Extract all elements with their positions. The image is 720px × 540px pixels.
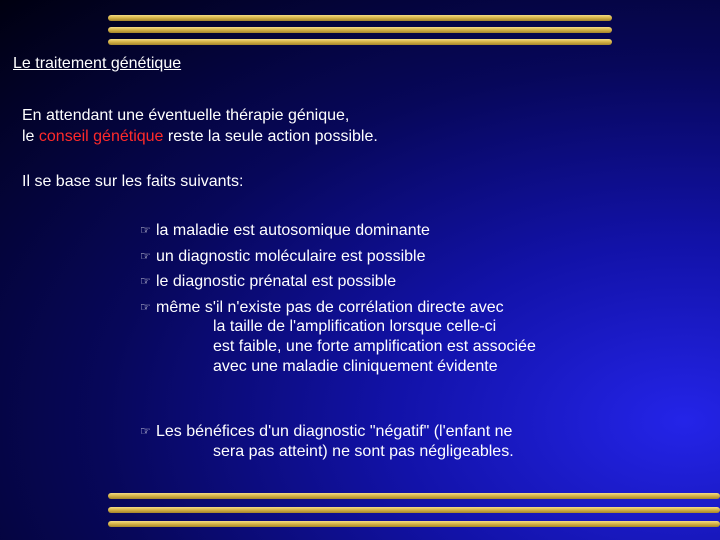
bullet-item-4 [140, 297, 504, 318]
intro-line-2-pre: le [22, 128, 39, 145]
intro-line-2-post: reste la seule action possible. [163, 128, 378, 145]
pointing-hand-icon: ☞ [140, 424, 151, 438]
top-stripe-2 [108, 27, 612, 33]
bullet-4-continuation-1: la taille de l'amplification lorsque celle-ci [213, 318, 497, 335]
bullet-text: un diagnostic moléculaire est possible [156, 248, 426, 265]
pointing-hand-icon: ☞ [140, 274, 151, 288]
bullet-text: même s'il n'existe pas de corrélation directe avec [156, 299, 504, 316]
bullet-text: Les bénéfices d'un diagnostic "négatif" (l'enfant ne [156, 423, 513, 440]
conseil-genetique-highlight: conseil génétique [38, 128, 164, 145]
intro-line-1: En attendant une éventuelle thérapie génique, [22, 107, 350, 124]
bullet-item-3 [140, 271, 396, 292]
bullet-4-continuation-3: avec une maladie cliniquement évidente [213, 358, 498, 375]
pointing-hand-icon: ☞ [140, 300, 151, 314]
bullet-4-continuation-2: est faible, une forte amplification est associée [213, 338, 536, 355]
basis-line: Il se base sur les faits suivants: [22, 173, 244, 190]
pointing-hand-icon: ☞ [140, 223, 151, 237]
page-title: Le traitement génétique [13, 55, 182, 72]
bullet-text: la maladie est autosomique dominante [156, 222, 430, 239]
final-bullet-item [140, 421, 512, 442]
bottom-stripe-3 [108, 521, 720, 527]
bullet-text: le diagnostic prénatal est possible [156, 273, 397, 290]
top-stripe-3 [108, 39, 612, 45]
top-stripe-1 [108, 15, 612, 21]
bottom-stripe-1 [108, 493, 720, 499]
bottom-stripe-2 [108, 507, 720, 513]
bullet-item-2 [140, 246, 425, 267]
final-bullet-continuation: sera pas atteint) ne sont pas négligeables. [213, 443, 514, 460]
pointing-hand-icon: ☞ [140, 249, 151, 263]
intro-line-2 [22, 127, 378, 147]
bullet-item-1 [140, 220, 430, 241]
